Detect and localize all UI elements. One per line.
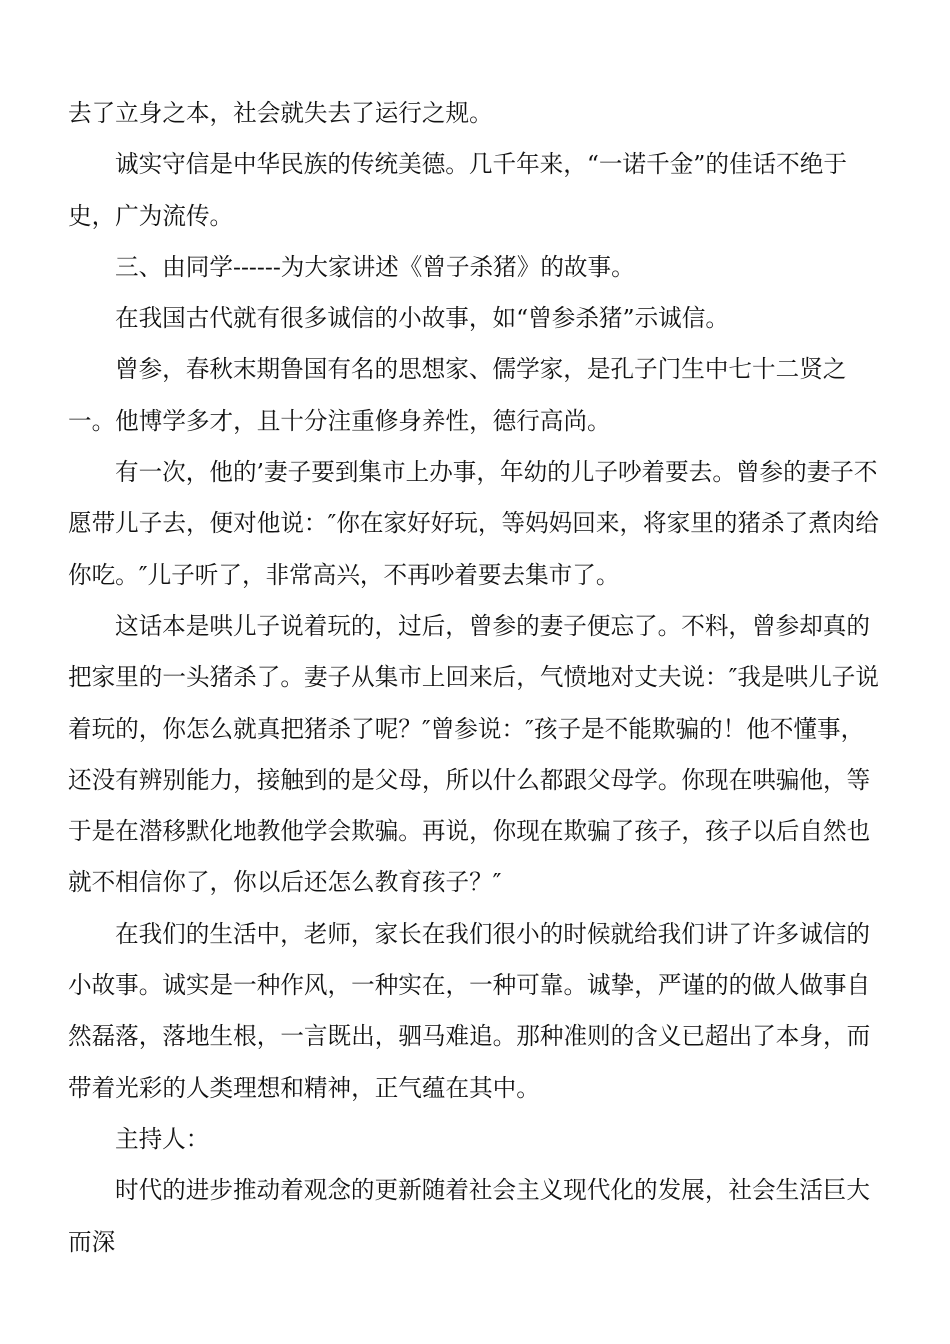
paragraph-2: 诚实守信是中华民族的传统美德。几千年来，“一诺千金”的佳话不绝于史，广为流传。 xyxy=(68,150,847,230)
paragraph-8: 在我们的生活中，老师，家长在我们很小的时候就给我们讲了许多诚信的小故事。诚实是一种作风，一种实在，一种可靠。诚挚，严谨的的做人做事自然磊落，落地生根，一言既出，驷马难追。那种准则的含义已超出了本身，而带着光彩的人类理想和精神，正气蕴在其中。 xyxy=(68,919,871,1102)
paragraph-5: 曾参，春秋末期鲁国有名的思想家、儒学家，是孔子门生中七十二贤之一。他博学多才，且十分注重修身养性，德行高尚。 xyxy=(68,355,847,435)
paragraph-3: 三、由同学------为大家讲述《曾子杀猪》的故事。 xyxy=(115,252,635,281)
paragraph-9: 主持人： xyxy=(115,1124,210,1153)
paragraph-7: 这话本是哄儿子说着玩的，过后，曾参的妻子便忘了。不料，曾参却真的把家里的一头猪杀了。妻子从集市上回来后，气愤地对丈夫说：″我是哄儿子说着玩的，你怎么就真把猪杀了呢？″曾参说：″孩子是不能欺骗的！他不懂事，还没有辨别能力，接触到的是父母，所以什么都跟父母学。你现在哄骗他，等于是在潜移默化地教他学会欺骗。再说，你现在欺骗了孩子，孩子以后自然也就不相信你了，你以后还怎么教育孩子？″ xyxy=(68,611,879,897)
paragraph-10: 时代的进步推动着观念的更新随着社会主义现代化的发展，社会生活巨大而深 xyxy=(68,1176,870,1256)
paragraph-1: 去了立身之本，社会就失去了运行之规。 xyxy=(68,99,493,127)
paragraph-6: 有一次，他的’妻子要到集市上办事，年幼的儿子吵着要去。曾参的妻子不愿带儿子去，便对他说：″你在家好好玩，等妈妈回来，将家里的猪杀了煮肉给你吃。″儿子听了，非常高兴，不再吵着要去集市了。 xyxy=(68,458,879,589)
paragraph-4: 在我国古代就有很多诚信的小故事，如“曾参杀猪”示诚信。 xyxy=(115,304,729,333)
body-text xyxy=(68,88,882,1268)
